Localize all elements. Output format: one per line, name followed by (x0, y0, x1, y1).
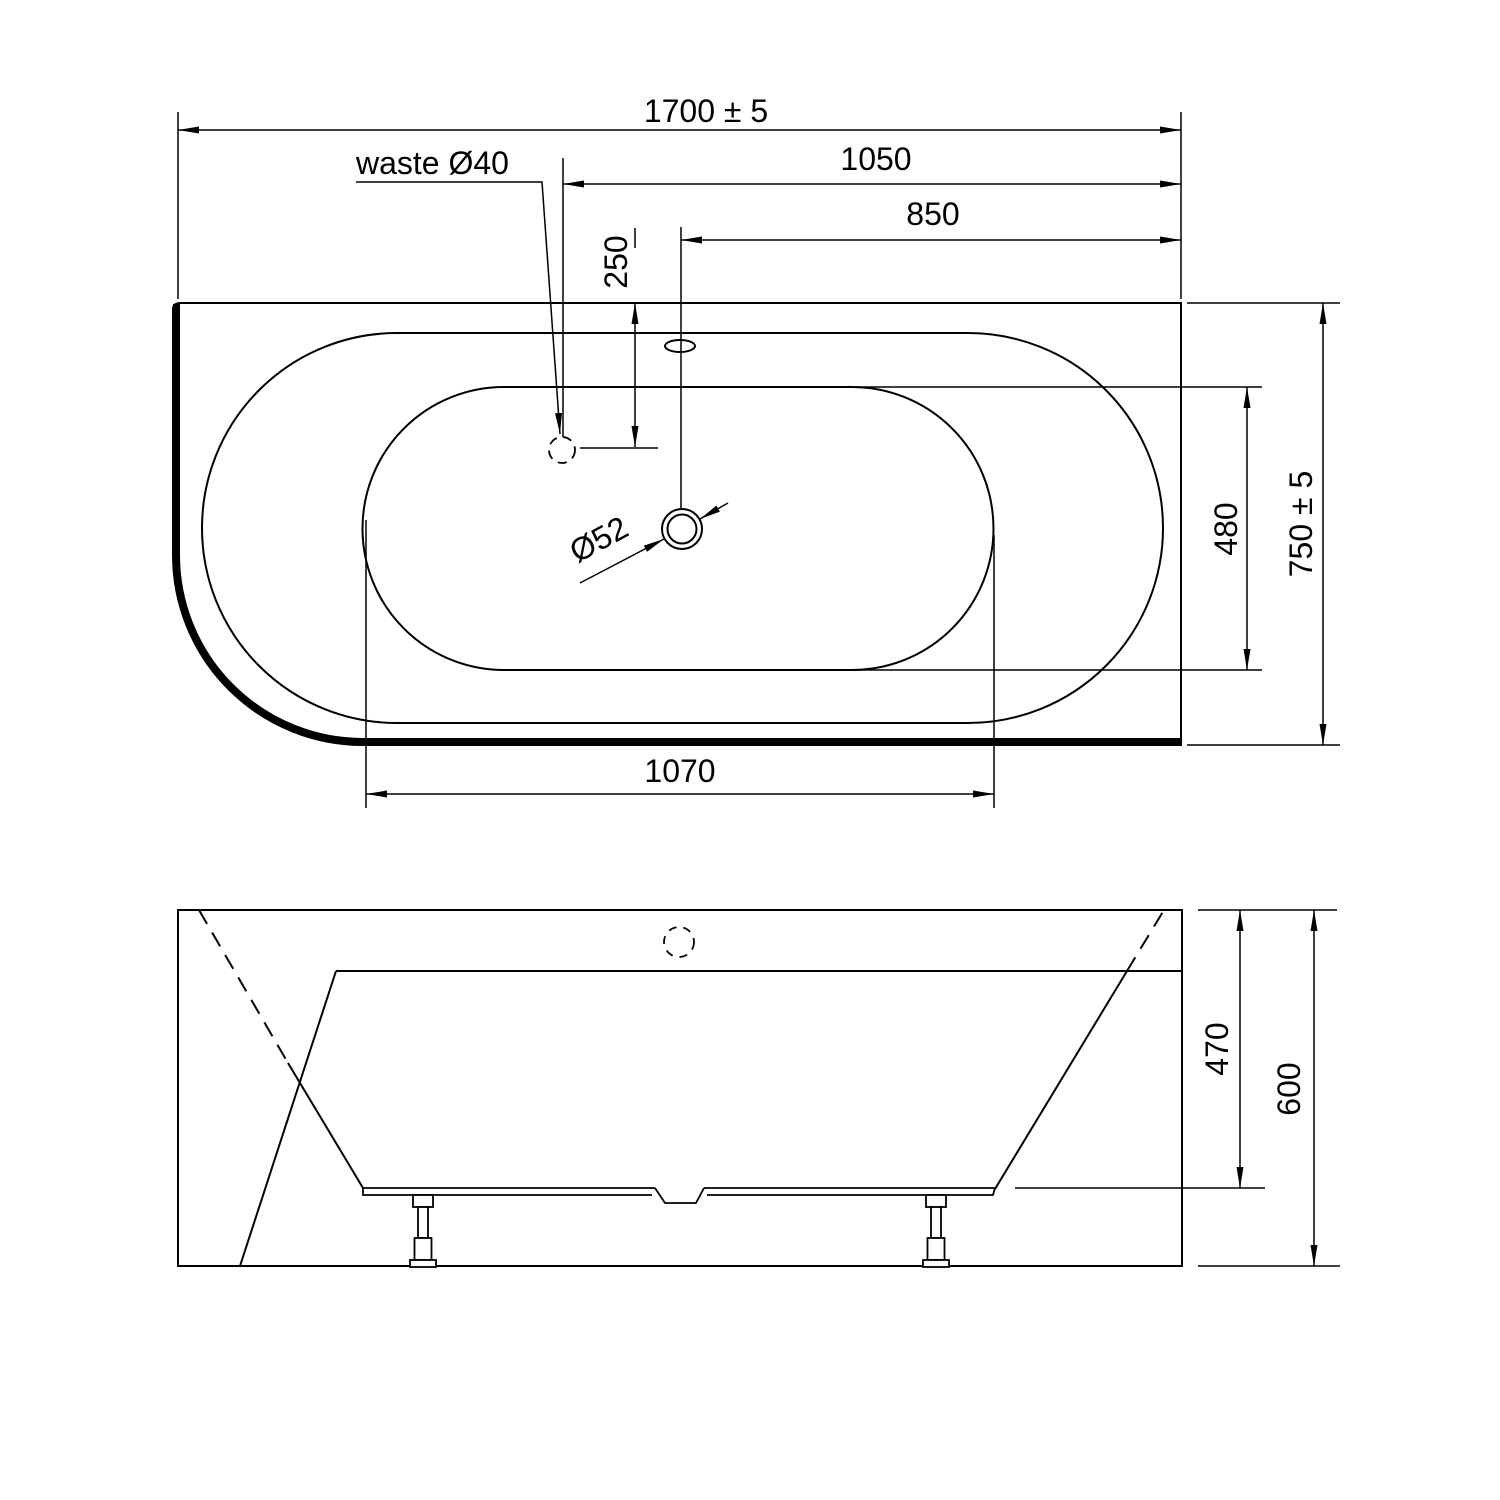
waste-hole-dashed-circle (549, 437, 575, 463)
dimension-label-600: 600 (1271, 1062, 1307, 1116)
dimension-label-1070: 1070 (644, 753, 716, 789)
dimension-480 (852, 387, 1262, 670)
dimension-250 (580, 228, 658, 448)
foot-left (410, 1195, 436, 1267)
left-corner-visible-line (288, 1063, 363, 1188)
dimension-label-750: 750 ± 5 (1283, 470, 1319, 578)
overflow-label: Ø52 (563, 509, 634, 570)
deck-hole (665, 340, 695, 352)
dimension-label-1700: 1700 ± 5 (643, 93, 769, 129)
foot-stem (931, 1207, 941, 1238)
dimension-label-470: 470 (1199, 1022, 1235, 1076)
foot-mount-block (413, 1195, 433, 1207)
flange-bottom-line (363, 1188, 995, 1195)
right-corner-hidden-line (1127, 910, 1164, 971)
waste-leader-line (356, 182, 560, 434)
waste-callout (355, 145, 560, 434)
foot-stem (418, 1207, 428, 1238)
foot-sleeve (415, 1238, 432, 1260)
foot-base-plate (923, 1260, 949, 1267)
right-basin-wall-line (995, 971, 1127, 1189)
dimension-1700 (178, 93, 1181, 299)
left-corner-hidden-line (199, 910, 288, 1063)
dimension-850 (681, 196, 1181, 508)
dimension-label-850: 850 (906, 196, 960, 232)
tap-hole-hidden-circle (664, 927, 694, 957)
foot-right (923, 1195, 949, 1267)
overflow-hole-inner (668, 515, 697, 544)
side-view (178, 910, 1340, 1267)
dimension-label-250: 250 (598, 235, 634, 289)
waste-label: waste Ø40 (356, 145, 509, 181)
dimension-600 (1198, 910, 1340, 1266)
overflow-callout (564, 503, 728, 583)
foot-base-plate (410, 1260, 436, 1267)
dimension-label-1050: 1050 (840, 141, 912, 177)
plan-view (173, 93, 1340, 808)
foot-mount-block (926, 1195, 946, 1207)
dimension-label-480: 480 (1208, 502, 1244, 556)
foot-sleeve (928, 1238, 945, 1260)
dimension-1050 (563, 141, 1181, 437)
dimension-470 (1015, 910, 1337, 1188)
overflow-leader-upper (700, 503, 728, 519)
drain-sump-outline (655, 1188, 704, 1203)
tub-front-panel (178, 910, 1182, 1266)
